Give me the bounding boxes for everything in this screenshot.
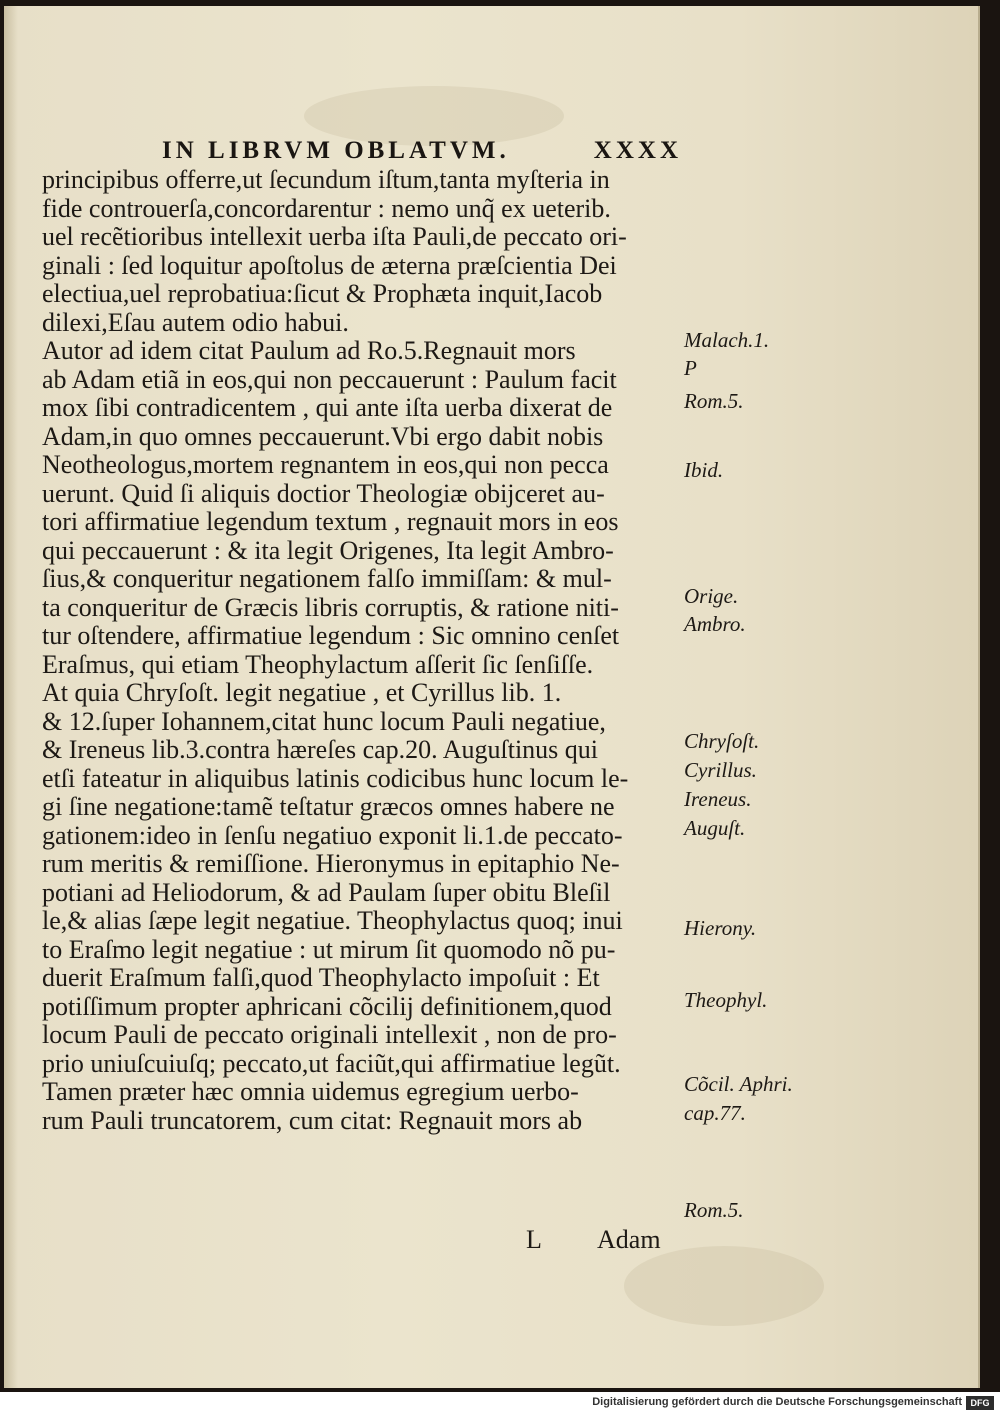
- text-line: ta conqueritur de Græcis libris corruptis, & ratione niti-: [42, 592, 619, 622]
- text-line: dilexi,Eſau autem odio habui.: [42, 307, 349, 337]
- text-line: gi ſine negatione:tamẽ teſtatur græcos omnes habere ne: [42, 792, 615, 821]
- text-line: etſi fateatur in aliquibus latinis codicibus hunc locum le-: [42, 763, 629, 793]
- text-line: Neotheologus,mortem regnantem in eos,qui non pecca: [42, 450, 609, 479]
- margin-note: Ibid.: [684, 458, 724, 482]
- text-line: & 12.ſuper Iohannem,citat hunc locum Pauli negatiue,: [42, 706, 606, 736]
- text-line: ſius,& conqueritur negationem falſo immiſſam: & mul-: [42, 564, 612, 593]
- main-text-block: [42, 166, 672, 1135]
- text-line: gationem:ideo in ſenſu negatiuo exponit li.1.de peccato-: [42, 820, 623, 850]
- text-line: & Ireneus lib.3.contra hæreſes cap.20. Auguſtinus qui: [42, 735, 599, 764]
- text-line: Eraſmus, qui etiam Theophylactum aſſerit ſic ſenſiſſe.: [42, 649, 594, 679]
- margin-note: Ireneus.: [684, 787, 752, 811]
- text-line: le,& alias ſæpe legit negatiue. Theophylactus quoq; inui: [42, 906, 623, 935]
- text-line: Tamen præter hæc omnia uidemus egregium uerbo-: [42, 1077, 579, 1106]
- text-line: uerunt. Quid ſi aliquis doctior Theologiæ obijceret au-: [42, 478, 605, 508]
- text-line: electiua,uel reprobatiua:ſicut & Prophæta inquit,Iacob: [42, 279, 603, 308]
- paper-stain: [624, 1246, 824, 1326]
- margin-note: Hierony.: [684, 916, 757, 940]
- text-line: to Eraſmo legit negatiue : ut mirum ſit quomodo nõ pu-: [42, 934, 616, 964]
- text-line: rum Pauli truncatorem, cum citat: Regnauit mors ab: [42, 1105, 583, 1135]
- text-line: ab Adam etiã in eos,qui non peccauerunt : Paulum facit: [42, 364, 617, 394]
- running-title: IN LIBRVM OBLATVM.: [162, 137, 510, 164]
- footer-bar: [0, 1392, 1000, 1416]
- margin-note: Orige.: [684, 584, 739, 608]
- text-line: uel recẽtioribus intellexit uerba iſta Pauli,de peccato ori-: [42, 222, 627, 251]
- margin-note: Malach.1.: [684, 328, 770, 352]
- text-line: fide controuerſa,concordarentur : nemo unq̃ ex ueterib.: [42, 193, 611, 223]
- margin-note: Cyrillus.: [684, 758, 757, 782]
- margin-note: Theophyl.: [684, 988, 768, 1012]
- text-line: rum meritis & remiſſione. Hieronymus in epitaphio Ne-: [42, 849, 620, 878]
- margin-note: Ambro.: [684, 612, 746, 636]
- text-line: potiani ad Heliodorum, & ad Paulam ſuper obitu Bleſil: [42, 877, 611, 907]
- margin-note: Auguſt.: [684, 816, 746, 840]
- margin-note: P: [684, 356, 697, 380]
- catchword: Adam: [597, 1225, 661, 1254]
- text-line: Autor ad idem citat Paulum ad Ro.5.Regnauit mors: [42, 336, 576, 365]
- margin-note: Cõcil. Aphri.: [684, 1072, 793, 1096]
- text-line: locum Pauli de peccato originali intellexit , non de pro-: [42, 1020, 617, 1049]
- signature-mark: L: [526, 1225, 542, 1254]
- text-line: mox ſibi contradicentem , qui ante iſta uerba dixerat de: [42, 393, 613, 422]
- text-line: At quia Chryſoſt. legit negatiue , et Cyrillus lib. 1.: [42, 678, 562, 707]
- book-page: [4, 6, 980, 1388]
- text-line: tori affirmatiue legendum textum , regnauit mors in eos: [42, 507, 619, 536]
- margin-note: Rom.5.: [684, 1198, 744, 1222]
- text-line: ginali : ſed loquitur apoſtolus de æterna præſcientia Dei: [42, 250, 617, 280]
- folio-number: XXXX: [593, 137, 682, 164]
- text-line: tur oſtendere, affirmatiue legendum : Sic omnino cenſet: [42, 621, 620, 650]
- text-line: duerit Eraſmum falſi,quod Theophylacto impoſuit : Et: [42, 963, 600, 992]
- text-line: Adam,in quo omnes peccauerunt.Vbi ergo dabit nobis: [42, 421, 604, 451]
- text-line: prio uniuſcuiuſq; peccato,ut faciũt,qui affirmatiue legũt.: [42, 1048, 621, 1078]
- text-line: potiſſimum propter aphricani cõcilij definitionem,quod: [42, 991, 612, 1021]
- text-line: qui peccauerunt : & ita legit Origenes, Ita legit Ambro-: [42, 535, 614, 565]
- margin-note: Rom.5.: [684, 389, 744, 413]
- funding-notice: Digitalisierung gefördert durch die Deutsche Forschungsgemeinschaft: [592, 1396, 962, 1408]
- margin-note: cap.77.: [684, 1101, 746, 1125]
- margin-note: Chryſoſt.: [684, 729, 760, 753]
- text-line: principibus offerre,ut ſecundum iſtum,tanta myſteria in: [42, 165, 610, 194]
- dfg-logo: DFG: [966, 1396, 994, 1410]
